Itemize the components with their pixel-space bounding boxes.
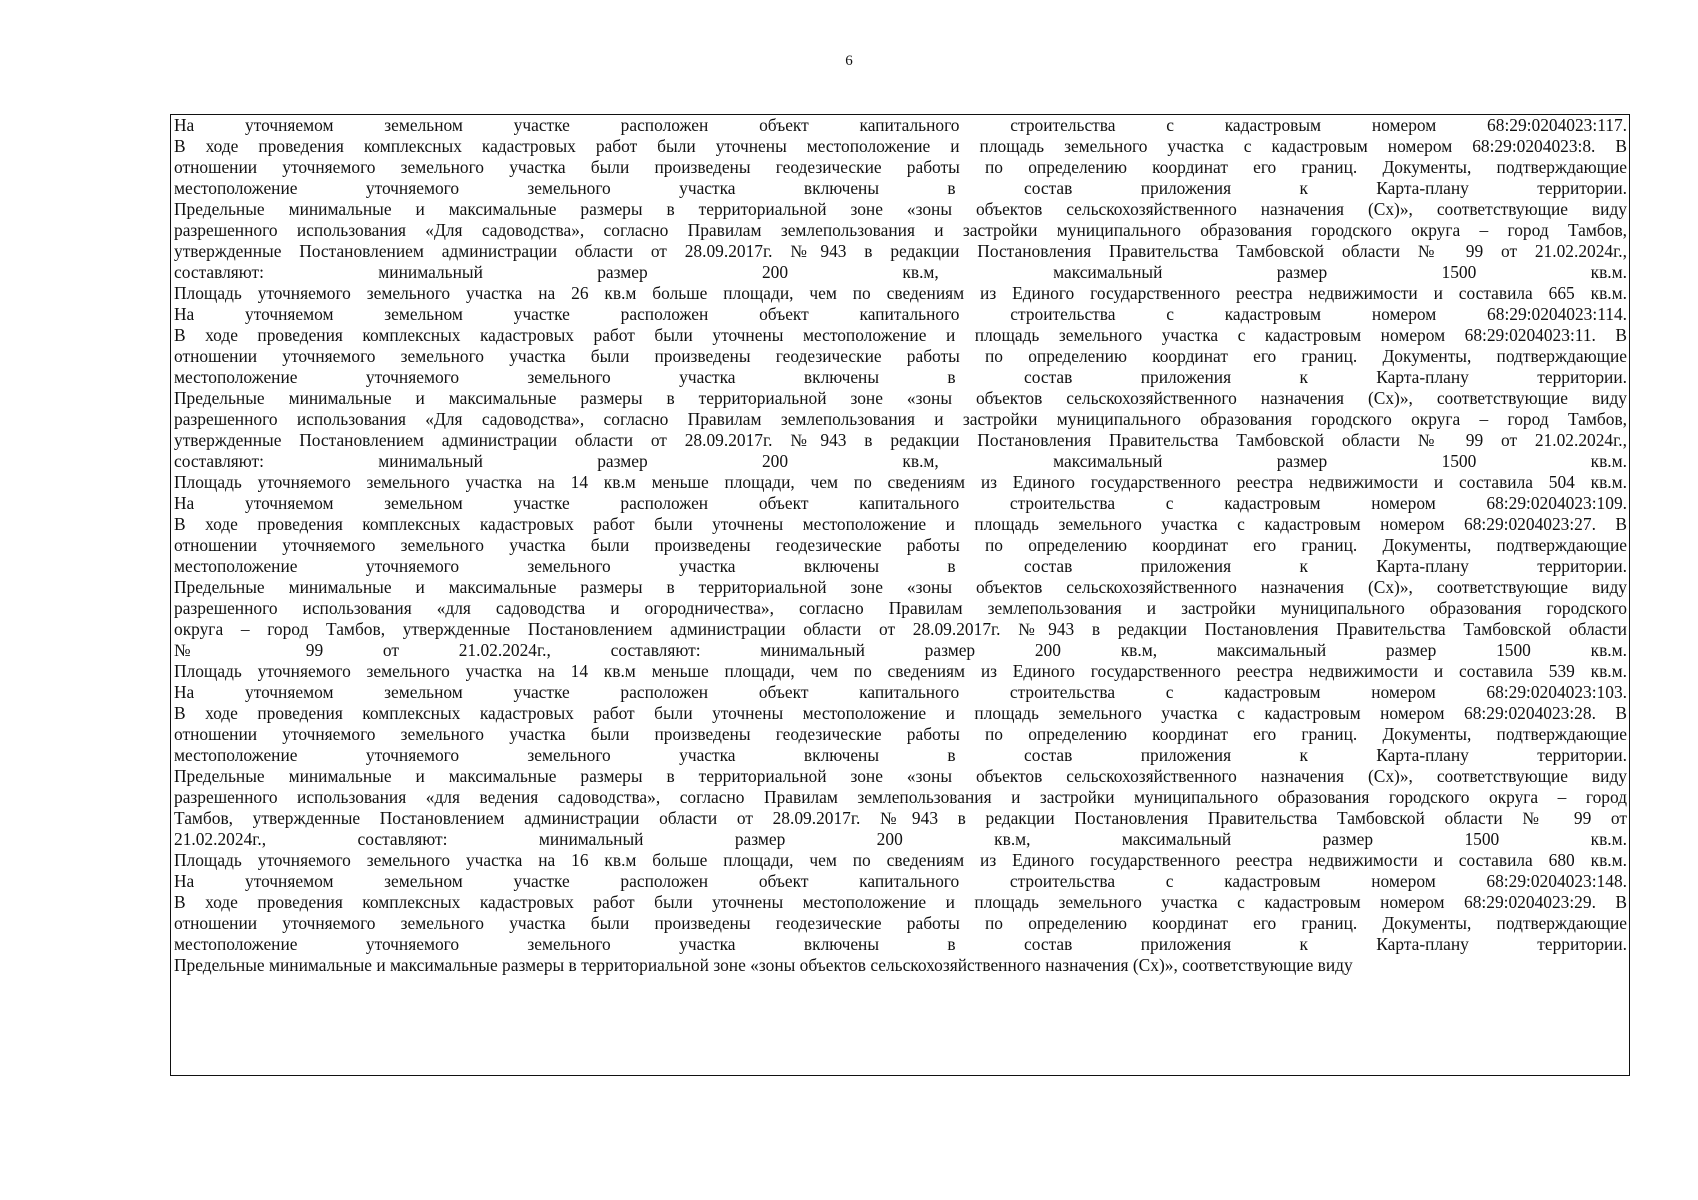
text-line: разрешенного использования «для садоводства и огородничества», согласно Правилам землепользования и застройки муниципального образования городского [174,598,1627,618]
text-line: местоположение уточняемого земельного участка включены в состав приложения к Карта-плану территории. [174,367,1627,387]
text-line: разрешенного использования «Для садоводства», согласно Правилам землепользования и застройки муниципального образования городского округа – город Тамбов, [174,409,1627,429]
text-line: В ходе проведения комплексных кадастровых работ были уточнены местоположение и площадь земельного участка с кадастровым номером 68:29:0204023:29. В [174,892,1627,912]
text-line: разрешенного использования «Для садоводства», согласно Правилам землепользования и застройки муниципального образования городского округа – город Тамбов, [174,220,1627,240]
text-line: В ходе проведения комплексных кадастровых работ были уточнены местоположение и площадь земельного участка с кадастровым номером 68:29:0204023:11. В [174,325,1627,345]
text-line: отношении уточняемого земельного участка были произведены геодезические работы по определению координат его границ. Документы, подтверждающие [174,913,1627,933]
text-line: Площадь уточняемого земельного участка на 16 кв.м больше площади, чем по сведениям из Единого государственного реестра недвижимости и составила 680 кв.м. [174,850,1627,870]
page-number: 6 [845,53,853,69]
text-box [170,114,1630,1076]
document-text [171,115,1629,976]
text-line: Площадь уточняемого земельного участка на 14 кв.м меньше площади, чем по сведениям из Единого государственного реестра недвижимости и составила 504 кв.м. [174,472,1627,492]
text-line: На уточняемом земельном участке расположен объект капитального строительства с кадастровым номером 68:29:0204023:117. [174,115,1627,135]
text-line: отношении уточняемого земельного участка были произведены геодезические работы по определению координат его границ. Документы, подтверждающие [174,535,1627,555]
text-line: Площадь уточняемого земельного участка на 14 кв.м меньше площади, чем по сведениям из Единого государственного реестра недвижимости и составила 539 кв.м. [174,661,1627,681]
text-line: отношении уточняемого земельного участка были произведены геодезические работы по определению координат его границ. Документы, подтверждающие [174,157,1627,177]
text-line: 21.02.2024г., составляют: минимальный размер 200 кв.м, максимальный размер 1500 кв.м. [174,829,1627,849]
text-line: На уточняемом земельном участке расположен объект капитального строительства с кадастровым номером 68:29:0204023:148. [174,871,1627,891]
text-line: На уточняемом земельном участке расположен объект капитального строительства с кадастровым номером 68:29:0204023:103. [174,682,1627,702]
text-line: В ходе проведения комплексных кадастровых работ были уточнены местоположение и площадь земельного участка с кадастровым номером 68:29:0204023:8. В [174,136,1627,156]
text-line: На уточняемом земельном участке расположен объект капитального строительства с кадастровым номером 68:29:0204023:114. [174,304,1627,324]
text-line: отношении уточняемого земельного участка были произведены геодезические работы по определению координат его границ. Документы, подтверждающие [174,724,1627,744]
text-line: Предельные минимальные и максимальные размеры в территориальной зоне «зоны объектов сельскохозяйственного назначения (Сх)», соответствующие виду [174,766,1627,786]
text-line: местоположение уточняемого земельного участка включены в состав приложения к Карта-плану территории. [174,745,1627,765]
text-line: утвержденные Постановлением администрации области от 28.09.2017г. №943 в редакции Постановления Правительства Тамбовской области № 99 от 21.02.2024г., [174,430,1627,450]
text-line: составляют: минимальный размер 200 кв.м, максимальный размер 1500 кв.м. [174,262,1627,282]
text-line: местоположение уточняемого земельного участка включены в состав приложения к Карта-плану территории. [174,934,1627,954]
text-line: утвержденные Постановлением администрации области от 28.09.2017г. №943 в редакции Постановления Правительства Тамбовской области № 99 от 21.02.2024г., [174,241,1627,261]
text-line: На уточняемом земельном участке расположен объект капитального строительства с кадастровым номером 68:29:0204023:109. [174,493,1627,513]
text-line: разрешенного использования «для ведения садоводства», согласно Правилам землепользования и застройки муниципального образования городского округа – город [174,787,1627,807]
text-line: отношении уточняемого земельного участка были произведены геодезические работы по определению координат его границ. Документы, подтверждающие [174,346,1627,366]
text-line: составляют: минимальный размер 200 кв.м, максимальный размер 1500 кв.м. [174,451,1627,471]
text-line: В ходе проведения комплексных кадастровых работ были уточнены местоположение и площадь земельного участка с кадастровым номером 68:29:0204023:28. В [174,703,1627,723]
text-line: Предельные минимальные и максимальные размеры в территориальной зоне «зоны объектов сельскохозяйственного назначения (Сх)», соответствующие виду [174,955,1353,975]
text-line: местоположение уточняемого земельного участка включены в состав приложения к Карта-плану территории. [174,556,1627,576]
text-line: Предельные минимальные и максимальные размеры в территориальной зоне «зоны объектов сельскохозяйственного назначения (Сх)», соответствующие виду [174,388,1627,408]
text-line: Предельные минимальные и максимальные размеры в территориальной зоне «зоны объектов сельскохозяйственного назначения (Сх)», соответствующие виду [174,199,1627,219]
text-line: округа – город Тамбов, утвержденные Постановлением администрации области от 28.09.2017г. №943 в редакции Постановления Правительства Тамбовской области [174,619,1627,639]
text-line: местоположение уточняемого земельного участка включены в состав приложения к Карта-плану территории. [174,178,1627,198]
text-line: № 99 от 21.02.2024г., составляют: минимальный размер 200 кв.м, максимальный размер 1500 кв.м. [174,640,1627,660]
text-line: Предельные минимальные и максимальные размеры в территориальной зоне «зоны объектов сельскохозяйственного назначения (Сх)», соответствующие виду [174,577,1627,597]
text-line: Тамбов, утвержденные Постановлением администрации области от 28.09.2017г. №943 в редакции Постановления Правительства Тамбовской области № 99 от [174,808,1627,828]
text-line: Площадь уточняемого земельного участка на 26 кв.м больше площади, чем по сведениям из Единого государственного реестра недвижимости и составила 665 кв.м. [174,283,1627,303]
text-line: В ходе проведения комплексных кадастровых работ были уточнены местоположение и площадь земельного участка с кадастровым номером 68:29:0204023:27. В [174,514,1627,534]
